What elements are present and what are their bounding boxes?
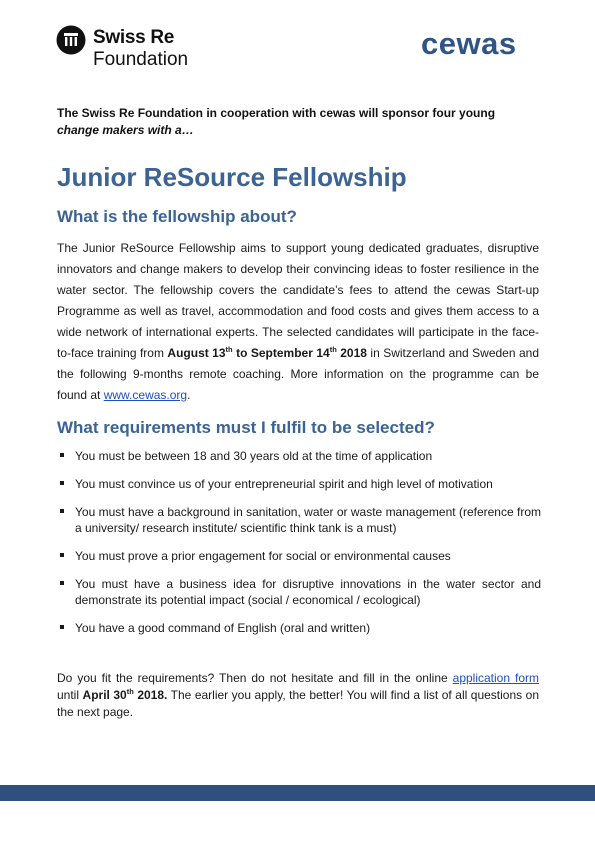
intro-line-1: The Swiss Re Foundation in cooperation with cewas will sponsor four young xyxy=(57,106,496,120)
requirement-item: You must prove a prior engagement for social or environmental causes xyxy=(57,548,541,564)
deadline-date: April 30 xyxy=(82,688,127,702)
closing-paragraph xyxy=(57,670,539,721)
date-start-sup: th xyxy=(225,345,233,354)
requirements-list xyxy=(57,448,541,636)
logo-left-line2: Foundation xyxy=(93,49,189,70)
fellowship-description xyxy=(57,238,539,406)
description-text-b: in Switzerland and Sweden and the following 9-months remote coaching. More information on the programme can be found at xyxy=(57,346,539,402)
description-text-c: . xyxy=(187,388,191,402)
intro-line-2: change makers with a… xyxy=(57,123,194,137)
swiss-re-foundation-logo xyxy=(56,22,216,72)
section-heading-requirements: What requirements must I fulfil to be selected? xyxy=(57,418,435,437)
footer-bar xyxy=(0,785,595,801)
training-dates xyxy=(167,346,367,360)
cewas-website-link[interactable]: www.cewas.org xyxy=(103,388,188,402)
cewas-logo: cewas xyxy=(421,26,517,61)
deadline xyxy=(83,688,168,702)
deadline-sup: th xyxy=(126,687,134,696)
deadline-year: 2018. xyxy=(133,688,168,702)
date-start: August 13 xyxy=(167,346,226,360)
swiss-re-emblem-icon xyxy=(56,25,86,55)
page-title: Junior ReSource Fellowship xyxy=(57,162,407,192)
date-year: 2018 xyxy=(336,346,367,360)
intro-statement xyxy=(57,105,537,139)
application-form-link[interactable]: application form xyxy=(452,671,539,685)
closing-text-c: The earlier you apply, the better! You will find a list of all questions on the next page. xyxy=(57,688,539,719)
closing-text-a: Do you fit the requirements? Then do not hesitate and fill in the online xyxy=(57,671,453,685)
requirement-item: You must convince us of your entrepreneurial spirit and high level of motivation xyxy=(57,476,541,492)
closing-text-b: until xyxy=(57,688,83,702)
requirement-item: You must be between 18 and 30 years old at the time of application xyxy=(57,448,541,464)
section-heading-about: What is the fellowship about? xyxy=(57,207,297,226)
requirement-item: You must have a background in sanitation, water or waste management (reference from a university/ research institute/ scientific think tank is a must) xyxy=(57,504,541,536)
requirement-item: You must have a business idea for disruptive innovations in the water sector and demonstrate its potential impact (social / economical / ecological) xyxy=(57,576,541,608)
requirement-item: You have a good command of English (oral and written) xyxy=(57,620,541,636)
description-text-a: The Junior ReSource Fellowship aims to support young dedicated graduates, disruptive innovators and change makers to develop their convincing ideas to foster resilience in the water sector. The fellowship covers the candidate’s fees to attend the cewas Start-up Programme as well as travel, accommodation and food costs and gives them access to a wide network of international experts. The selected candidates will participate in the face-to-face training from xyxy=(57,241,539,360)
logo-left-line1: Swiss Re xyxy=(93,27,175,48)
date-to: to September 14 xyxy=(232,346,330,360)
date-end-sup: th xyxy=(329,345,337,354)
